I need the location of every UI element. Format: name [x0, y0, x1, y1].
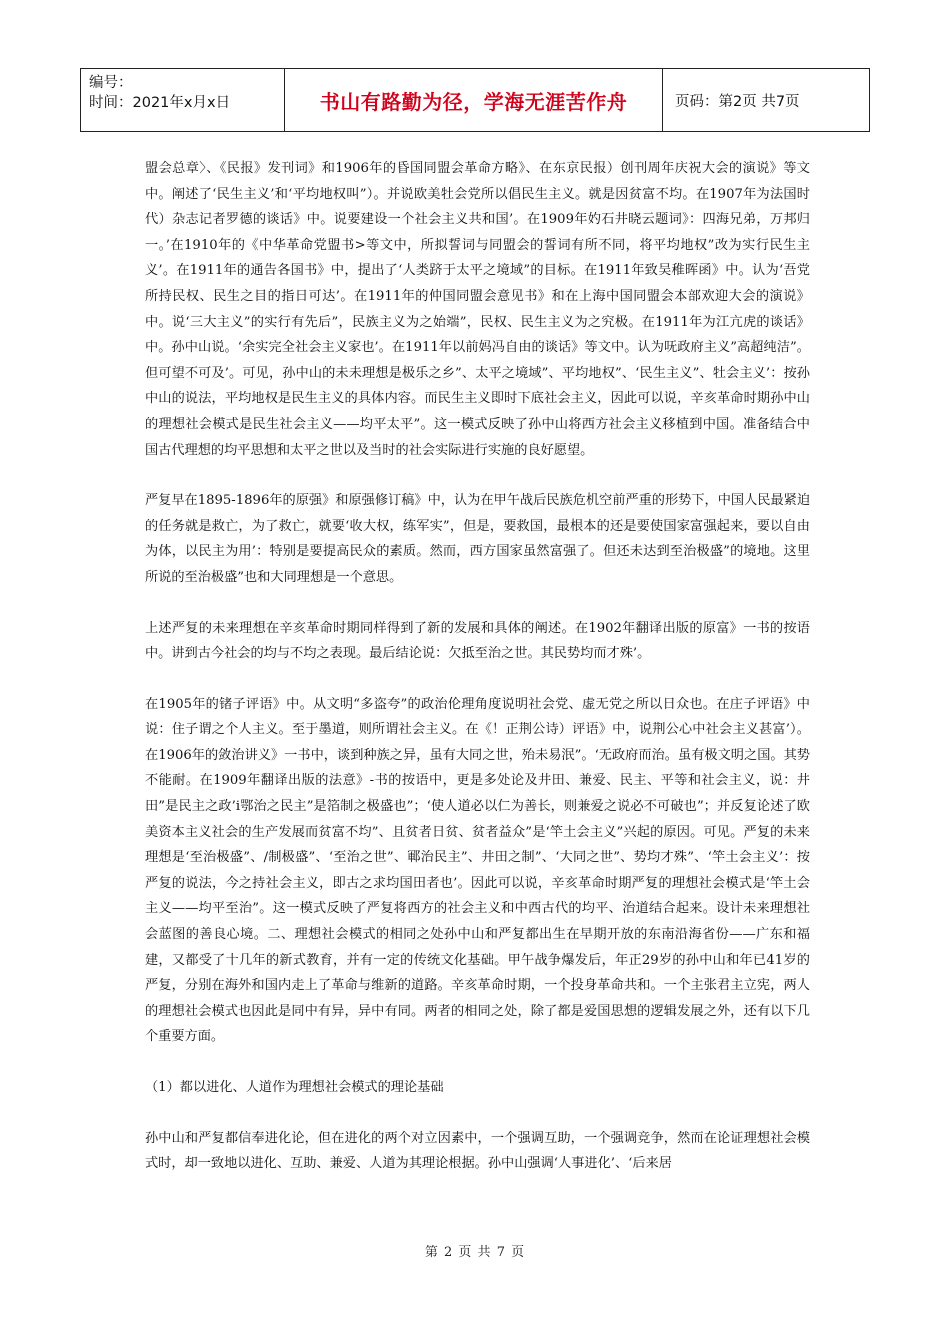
document-date-label: 时间：2021年x月x日 [89, 95, 231, 111]
section-heading: （1）都以进化、人道作为理想社会模式的理论基础 [145, 1080, 444, 1095]
body-paragraph: 上述严复的未来理想在辛亥革命时期同样得到了新的发展和具体的阐述。在1902年翻译出版的原富》一书的按语中。讲到古今社会的均与不均之表现。最后结论说：欠抵至治之世。其民势均而才殊’。 [145, 620, 810, 662]
header-page-number: 页码：第2页 共7页 [675, 93, 800, 110]
body-paragraph: 孙中山和严复都信奉进化论，但在进化的两个对立因素中，一个强调互助，一个强调竞争，然而在论证理想社会模式时，却一致地以进化、互助、兼爱、人道为其理论根据。孙中山强调‘人事进化’、‘后来居 [145, 1130, 810, 1172]
header-motto: 书山有路勤为径，学海无涯苦作舟 [285, 69, 663, 131]
body-paragraph: 在1905年的锗子评语》中。从文明“多盗夸”的政治伦理角度说明社会党、虚无党之所以日众也。在庄子评语》中说：住子谓之个人主义。至于墨道，则所谓社会主义。在《！正荆公诗）评语》中，说荆公心中社会主义甚富’）。在1906年的敛治讲义》一书中，谈到种族之异，虽有大同之世，殆未易泯”。‘无政府而治。虽有极文明之国。其势不能耐。在1909年翻译出版的法意》-书的按语中，更是多处论及井田、兼爱、民主、平等和社会主义，说：井田”是民主之政’i鄂治之民主”是箔制之极盛也”；‘使人道必以仁为善长，则兼爱之说必不可破也”；并反复论述了欧美资本主义社会的生产发展而贫富不均”、且贫者日贫、贫者益众”是‘竿土会主义”兴起的原因。可见。严复的未来理想是‘至治极盛”、/制极盛”、‘至治之世”、鄆治民主”、井田之制”、‘大同之世”、势均才殊”、‘竿土会主义’：按严复的说法，今之持社会主义，即古之求均国田者也’。因此可以说，辛亥革命时期严复的理想社会模式是‘竿土会主义——均平至治”。这一模式反映了严复将西方的社会主义和中西古代的均平、治道结合起来。设计未来理想社会蓝图的善良心境。二、理想社会模式的相同之处孙中山和严复都出生在早期开放的东南沿海省份——广东和福建，又都受了十几年的新式教育，并有一定的传统文化基础。甲午战争爆发后，年正29岁的孙中山和年已41岁的严复，分别在海外和国内走上了革命与维新的道路。辛亥革命时期，一个投身革命共和。一个主张君主立宪，两人的理想社会模式也因此是同中有异，异中有同。两者的相同之处，除了都是爱国思想的逻辑发展之外，还有以下几个重要方面。 [145, 696, 810, 1045]
body-paragraph: 严复早在1895-1896年的原强》和原强修订稿》中，认为在甲午战后民族危机空前严重的形势下，中国人民最紧迫的任务就是救亡，为了救亡，就要‘收大权，练军实”，但是，要救国，最根本的还是要使国家富强起来，要以自由为体，以民主为用’：特别是要提高民众的素质。然而，西方国家虽然富强了。但还未达到至治极盛”的境地。这里所说的至治极盛”也和大同理想是一个意思。 [145, 493, 811, 585]
page-header [80, 68, 870, 132]
header-meta [81, 69, 285, 131]
page-footer: 第 2 页 共 7 页 [424, 1245, 526, 1260]
document-body [145, 156, 810, 1202]
body-paragraph: 盟会总章〉、《民报》发刊词》和1906年的昏国同盟会革命方略》、在东京民报）创刊周年庆祝大会的演说》等文中。阐述了‘民生主义’和‘平均地权叫”）。并说欧美牡会党所以倡民生主义。就是因贫富不均。在1907年为法国时代）杂志记者罗德的谈话》中。说要建设一个社会主义共和国’。在1909年妁石井晓云题词》：四海兄弟，万邦归一。’在1910年的《中华革命党盟书>等文中，所拟誓词与同盟会的誓词有所不同，将平均地权”改为实行民生主义’。在1911年的通告各国书》中，提出了‘人类跻于太平之境域”的目标。在1911年致吴稚晖函》中。认为‘吾党所持民权、民生之目的指日可达’。在1911年的仲国同盟会意见书》和在上海中国同盟会本部欢迎大会的演说》中。说‘三大主义”的实行有先后”，民族主义为之始端”，民权、民生主义为之究极。在1911年为江亢虎的谈话》中。孙中山说。‘余实完全社会主义家也’。在1911年以前妈冯自由的谈话》等文中。认为呒政府主义”高超纯洁”。但可望不可及’。可见，孙中山的未未理想是极乐之乡”、太平之境域”、平均地权”、‘民生主义”、牡会主义’：按孙中山的说法，平均地权是民生主义的具体内容。而民生主义即时下底社会主义，因此可以说，辛亥革命时期孙中山的理想社会模式是民生社会主义——均平太平”。这一模式反映了孙中山将西方社会主义移植到中国。准备结合中国古代理想的均平思想和太平之世以及当时的社会实际进行实施的良好愿望。 [145, 161, 810, 458]
document-code-label: 编号： [89, 75, 133, 91]
